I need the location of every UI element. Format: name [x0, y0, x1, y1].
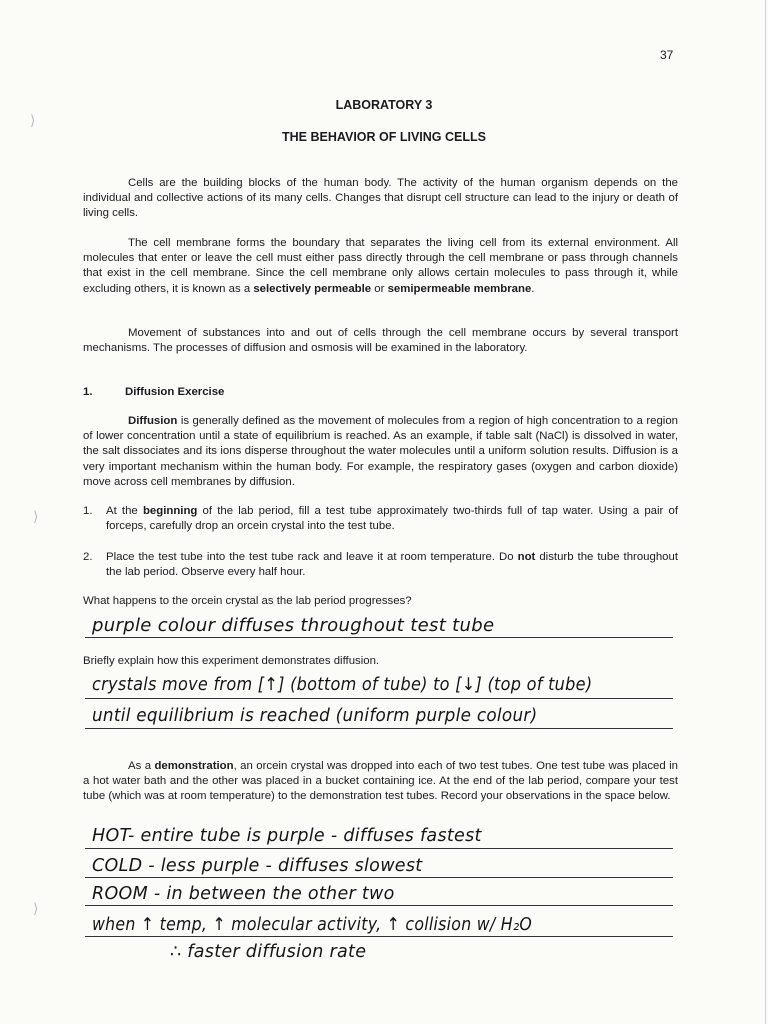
step-text-post: disturb the tube throughout the lab period. Observe every half hour. — [106, 551, 678, 579]
step-text-pre: Place the test tube into the test tube rack and leave it at room temperature. Do — [106, 551, 518, 563]
diffusion-definition — [83, 414, 678, 490]
section-heading — [83, 386, 224, 398]
step-text — [106, 504, 678, 534]
page-number: 37 — [660, 48, 674, 62]
step-number: 2. — [83, 551, 93, 563]
demo-text-pre: As a — [128, 760, 155, 772]
intro-paragraph-2 — [83, 236, 678, 297]
margin-mark: ⟩ — [33, 508, 39, 524]
step-text-pre: At the — [106, 505, 143, 517]
intro-paragraph-1: Cells are the building blocks of the human body. The activity of the human organism depends on the individual and collective actions of its many cells. Changes that disrupt cell structure can lead to the injury or death of living cells. — [83, 177, 678, 220]
observation-room: ROOM - in between the other two — [92, 884, 395, 904]
margin-mark: ⟩ — [33, 900, 39, 916]
answer-line — [85, 936, 673, 937]
term-diffusion: Diffusion — [128, 415, 178, 427]
answer-line — [85, 877, 673, 878]
term-semipermeable: semipermeable membrane — [387, 282, 532, 295]
observation-cold: COLD - less purple - diffuses slowest — [92, 856, 423, 876]
demo-text-post: , an orcein crystal was dropped into each of two test tubes. One test tube was placed in a hot water bath and the other was placed in a bucket containing ice. At the end of the lab period, compare your test tube (which was at room temperature) to the demonstration test tubes. Record your observations in the space below. — [83, 760, 678, 803]
section-title: Diffusion Exercise — [125, 386, 225, 398]
answer-2-line-2-handwriting: until equilibrium is reached (uniform purple colour) — [92, 706, 538, 726]
intro-p2-end: . — [531, 282, 535, 295]
scan-edge — [765, 0, 766, 1024]
answer-1-handwriting: purple colour diffuses throughout test tube — [92, 616, 495, 636]
answer-line — [85, 728, 673, 729]
intro-p2-text: The cell membrane forms the boundary that separates the living cell from its external environment. All molecules that enter or leave the cell must either pass directly through the cell membrane or pass through channels that exist in the cell membrane. Since the cell membrane only allows certain molecules to pass through it, while excluding others, it is known as a — [83, 237, 678, 295]
term-selectively-permeable: selectively permeable — [253, 282, 372, 295]
answer-line — [85, 637, 673, 638]
term-demonstration: demonstration — [154, 760, 234, 772]
answer-line — [85, 698, 673, 699]
observation-rate: ∴ faster diffusion rate — [170, 942, 367, 962]
lab-title: LABORATORY 3 — [335, 98, 433, 112]
step-text-post: of the lab period, fill a test tube approximately two-thirds full of tap water. Using a pair of forceps, carefully drop an orcein crystal into the test tube. — [106, 505, 678, 533]
section-number: 1. — [83, 386, 93, 398]
intro-p2-or: or — [371, 282, 388, 295]
step-number: 1. — [83, 505, 93, 517]
intro-paragraph-3: Movement of substances into and out of cells through the cell membrane occurs by several transport mechanisms. The processes of diffusion and osmosis will be examined in the laboratory. — [83, 327, 678, 355]
margin-mark: ⟩ — [30, 112, 36, 128]
lab-subtitle: THE BEHAVIOR OF LIVING CELLS — [282, 130, 486, 144]
step-text — [106, 550, 678, 580]
demonstration-paragraph — [83, 759, 678, 805]
answer-2-line-1-handwriting: crystals move from [↑] (bottom of tube) to [↓] (top of tube) — [92, 675, 593, 695]
step-emphasis: not — [517, 551, 536, 563]
observation-hot: HOT- entire tube is purple - diffuses fastest — [92, 826, 482, 846]
step-emphasis: beginning — [142, 505, 198, 517]
observation-conclusion: when ↑ temp, ↑ molecular activity, ↑ collision w/ H₂O — [92, 915, 533, 935]
diffusion-definition-text: is generally defined as the movement of molecules from a region of high concentration to a region of lower concentration until a state of equilibrium is reached. As an example, if table salt (NaCl) is dissolved in water, the salt dissociates and its ions disperse throughout the water molecules until a uniform solution results. Diffusion is a very important mechanism within the human body. For example, the respiratory gases (oxygen and carbon dioxide) move across cell membranes by diffusion. — [83, 415, 678, 488]
question-2: Briefly explain how this experiment demonstrates diffusion. — [83, 655, 380, 667]
answer-line — [85, 848, 673, 849]
question-1: What happens to the orcein crystal as the lab period progresses? — [83, 595, 412, 607]
answer-line — [85, 905, 673, 906]
